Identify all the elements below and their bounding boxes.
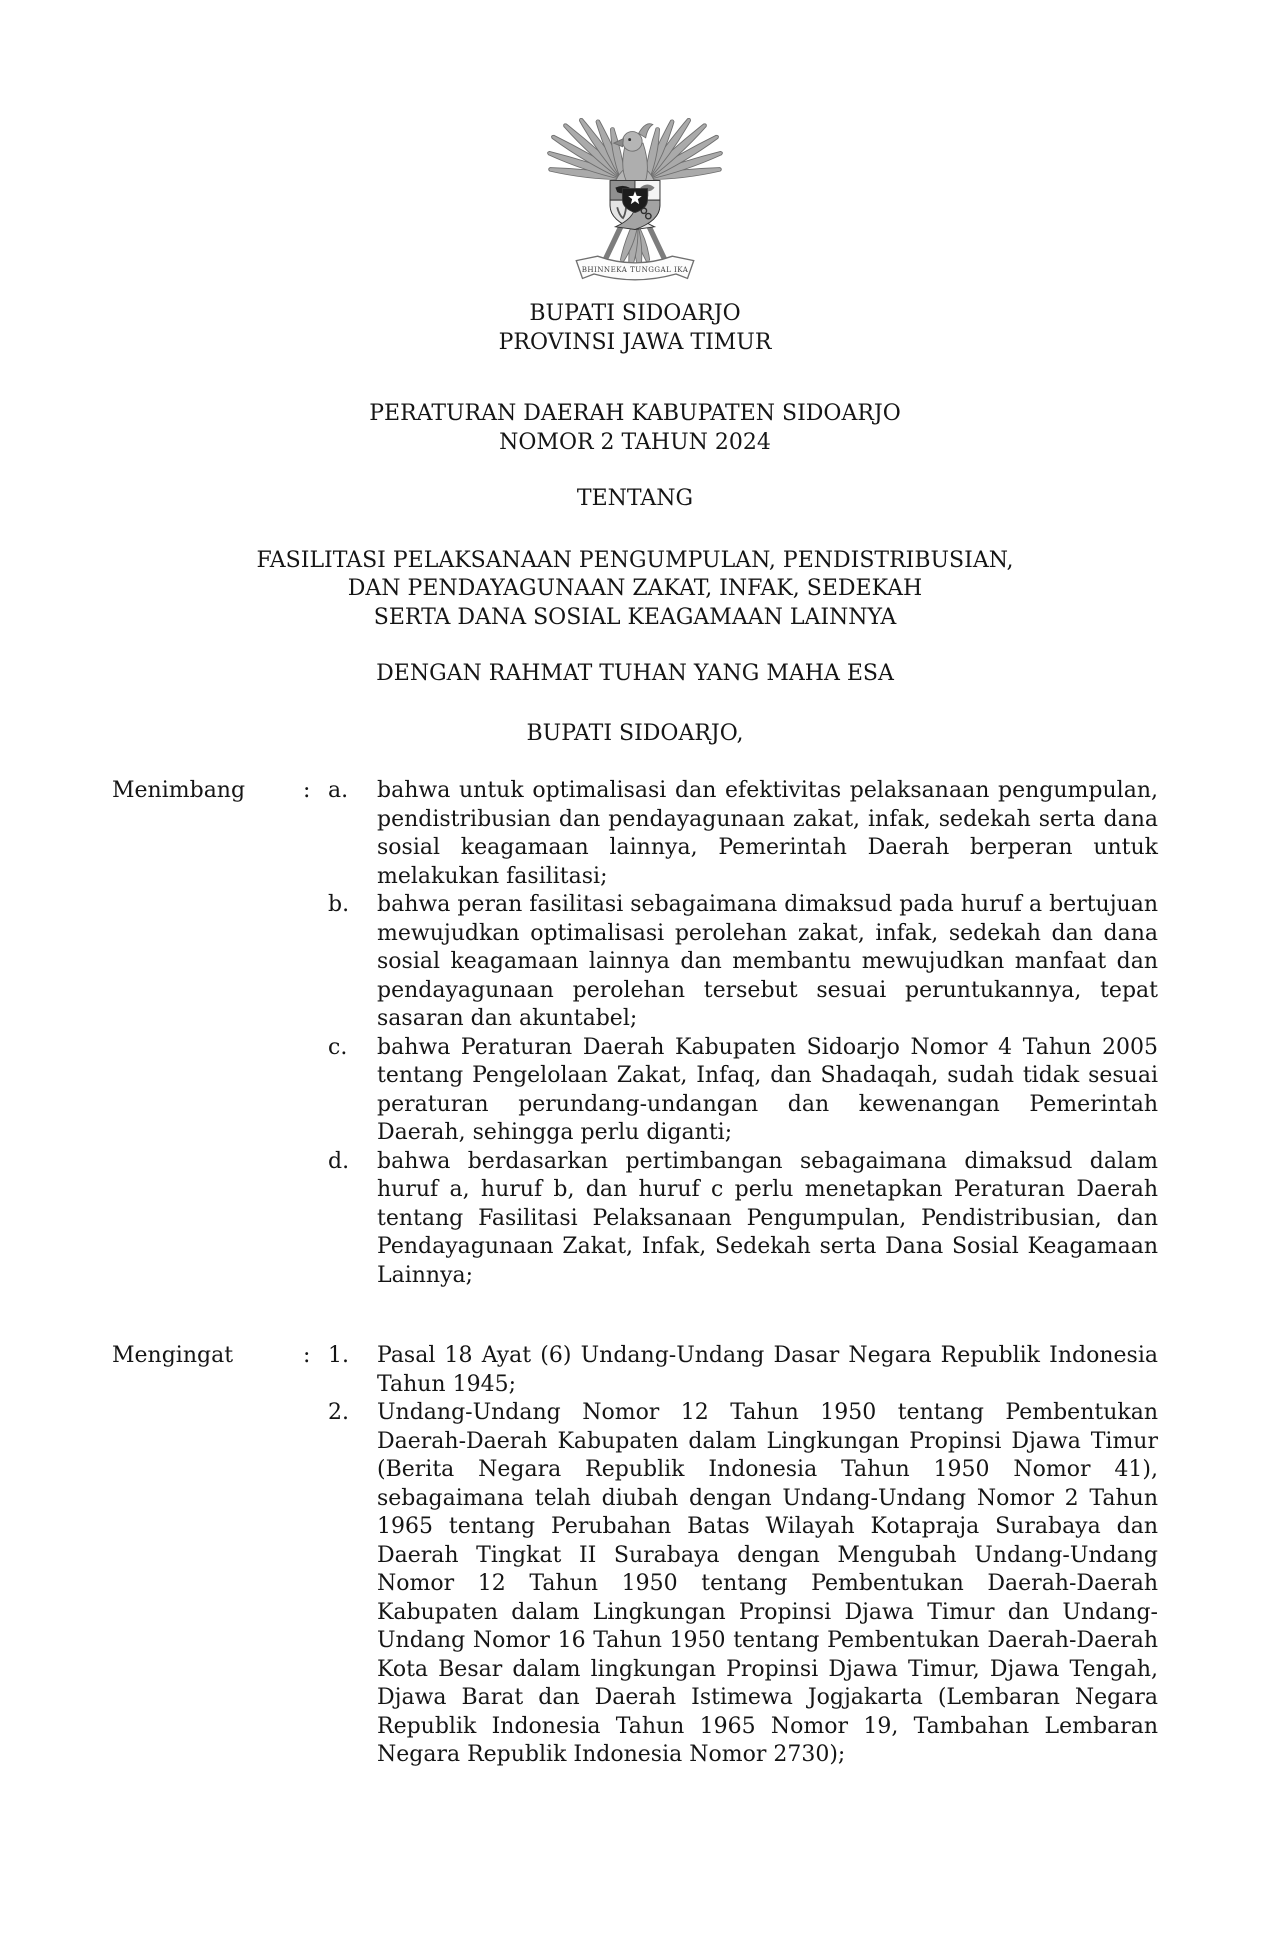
- issuer-line: BUPATI SIDOARJO,: [526, 720, 744, 746]
- item-marker: a.: [328, 778, 349, 803]
- letterhead: [112, 300, 1158, 357]
- mengingat-colon: :: [303, 1343, 311, 1368]
- item-marker: b.: [328, 892, 350, 917]
- subject-line-2: DAN PENDAYAGUNAAN ZAKAT, INFAK, SEDEKAH: [347, 576, 923, 601]
- subject-line-1: FASILITASI PELAKSANAAN PENGUMPULAN, PENDISTRIBUSIAN,: [256, 547, 1014, 573]
- consideration-item-b: [328, 891, 1158, 1034]
- mengingat-section: [112, 1342, 1158, 1770]
- item-marker: 2.: [328, 1400, 349, 1425]
- item-text: bahwa berdasarkan pertimbangan sebagaimana dimaksud dalam huruf a, huruf b, dan huruf c perlu menetapkan Peraturan Daerah tentang Fasilitasi Pelaksanaan Pengumpulan, Pendistribusian, dan Pendayagunaan Zakat, Infak, Sedekah serta Dana Sosial Keagamaan Lainnya;: [377, 1148, 1158, 1288]
- legal-basis-item-2: [328, 1399, 1158, 1770]
- menimbang-items: [328, 777, 1158, 1290]
- subject-block: [112, 547, 1158, 633]
- invocation-line: DENGAN RAHMAT TUHAN YANG MAHA ESA: [376, 661, 894, 686]
- about-label: TENTANG: [576, 486, 694, 511]
- item-marker: c.: [328, 1034, 348, 1060]
- consideration-item-d: [328, 1148, 1158, 1291]
- subject-line-3: SERTA DANA SOSIAL KEAGAMAAN LAINNYA: [373, 604, 897, 630]
- menimbang-colon: :: [303, 778, 311, 803]
- emblem-motto-text: BHINNEKA TUNGGAL IKA: [581, 265, 689, 275]
- garuda-pancasila-emblem: [546, 95, 724, 291]
- regulation-title: PERATURAN DAERAH KABUPATEN SIDOARJO: [369, 401, 901, 426]
- mengingat-label: Mengingat: [112, 1343, 234, 1368]
- consideration-item-a: [328, 777, 1158, 891]
- item-text: Pasal 18 Ayat (6) Undang-Undang Dasar Negara Republik Indonesia Tahun 1945;: [377, 1343, 1158, 1397]
- motto-ribbon: [576, 256, 693, 280]
- item-text: bahwa Peraturan Daerah Kabupaten Sidoarjo Nomor 4 Tahun 2005 tentang Pengelolaan Zakat, Infaq, dan Shadaqah, sudah tidak sesuai peraturan perundang-undangan dan kewenangan Pemerintah Daerah, sehingga perlu diganti;: [377, 1034, 1158, 1145]
- regulation-title-block: [112, 400, 1158, 457]
- letterhead-line1: BUPATI SIDOARJO: [529, 301, 741, 326]
- item-marker: d.: [328, 1148, 350, 1174]
- item-text: bahwa untuk optimalisasi dan efektivitas pelaksanaan pengumpulan, pendistribusian dan pendayagunaan zakat, infak, sedekah serta dana sosial keagamaan lainnya, Pemerintah Daerah berperan untuk melakukan fasilitasi;: [377, 778, 1158, 889]
- item-marker: 1.: [328, 1343, 349, 1368]
- menimbang-section: [112, 777, 1158, 1290]
- item-text: bahwa peran fasilitasi sebagaimana dimaksud pada huruf a bertujuan mewujudkan optimalisasi perolehan zakat, infak, sedekah dan dana sosial keagamaan lainnya dan membantu mewujudkan manfaat dan pendayagunaan perolehan tersebut sesuai peruntukannya, tepat sasaran dan akuntabel;: [377, 892, 1158, 1031]
- pancasila-shield: [610, 181, 660, 230]
- document-header: [112, 95, 1158, 748]
- regulation-number: NOMOR 2 TAHUN 2024: [499, 429, 771, 455]
- consideration-item-c: [328, 1034, 1158, 1148]
- legal-basis-item-1: [328, 1342, 1158, 1399]
- item-text: Undang-Undang Nomor 12 Tahun 1950 tentang Pembentukan Daerah-Daerah Kabupaten dalam Lingkungan Propinsi Djawa Timur (Berita Negara Republik Indonesia Tahun 1950 Nomor 41), sebagaimana telah diubah dengan Undang-Undang Nomor 2 Tahun 1965 tentang Perubahan Batas Wilayah Kotapraja Surabaya dan Daerah Tingkat II Surabaya dengan Mengubah Undang-Undang Nomor 12 Tahun 1950 tentang Pembentukan Daerah-Daerah Kabupaten dalam Lingkungan Propinsi Djawa Timur dan Undang-Undang Nomor 16 Tahun 1950 tentang Pembentukan Daerah-Daerah Kota Besar dalam lingkungan Propinsi Djawa Timur, Djawa Tengah, Djawa Barat dan Daerah Istimewa Jogjakarta (Lembaran Negara Republik Indonesia Tahun 1965 Nomor 19, Tambahan Lembaran Negara Republik Indonesia Nomor 2730);: [377, 1400, 1158, 1767]
- menimbang-label: Menimbang: [112, 778, 246, 803]
- mengingat-items: [328, 1342, 1158, 1770]
- letterhead-line2: PROVINSI JAWA TIMUR: [498, 329, 772, 355]
